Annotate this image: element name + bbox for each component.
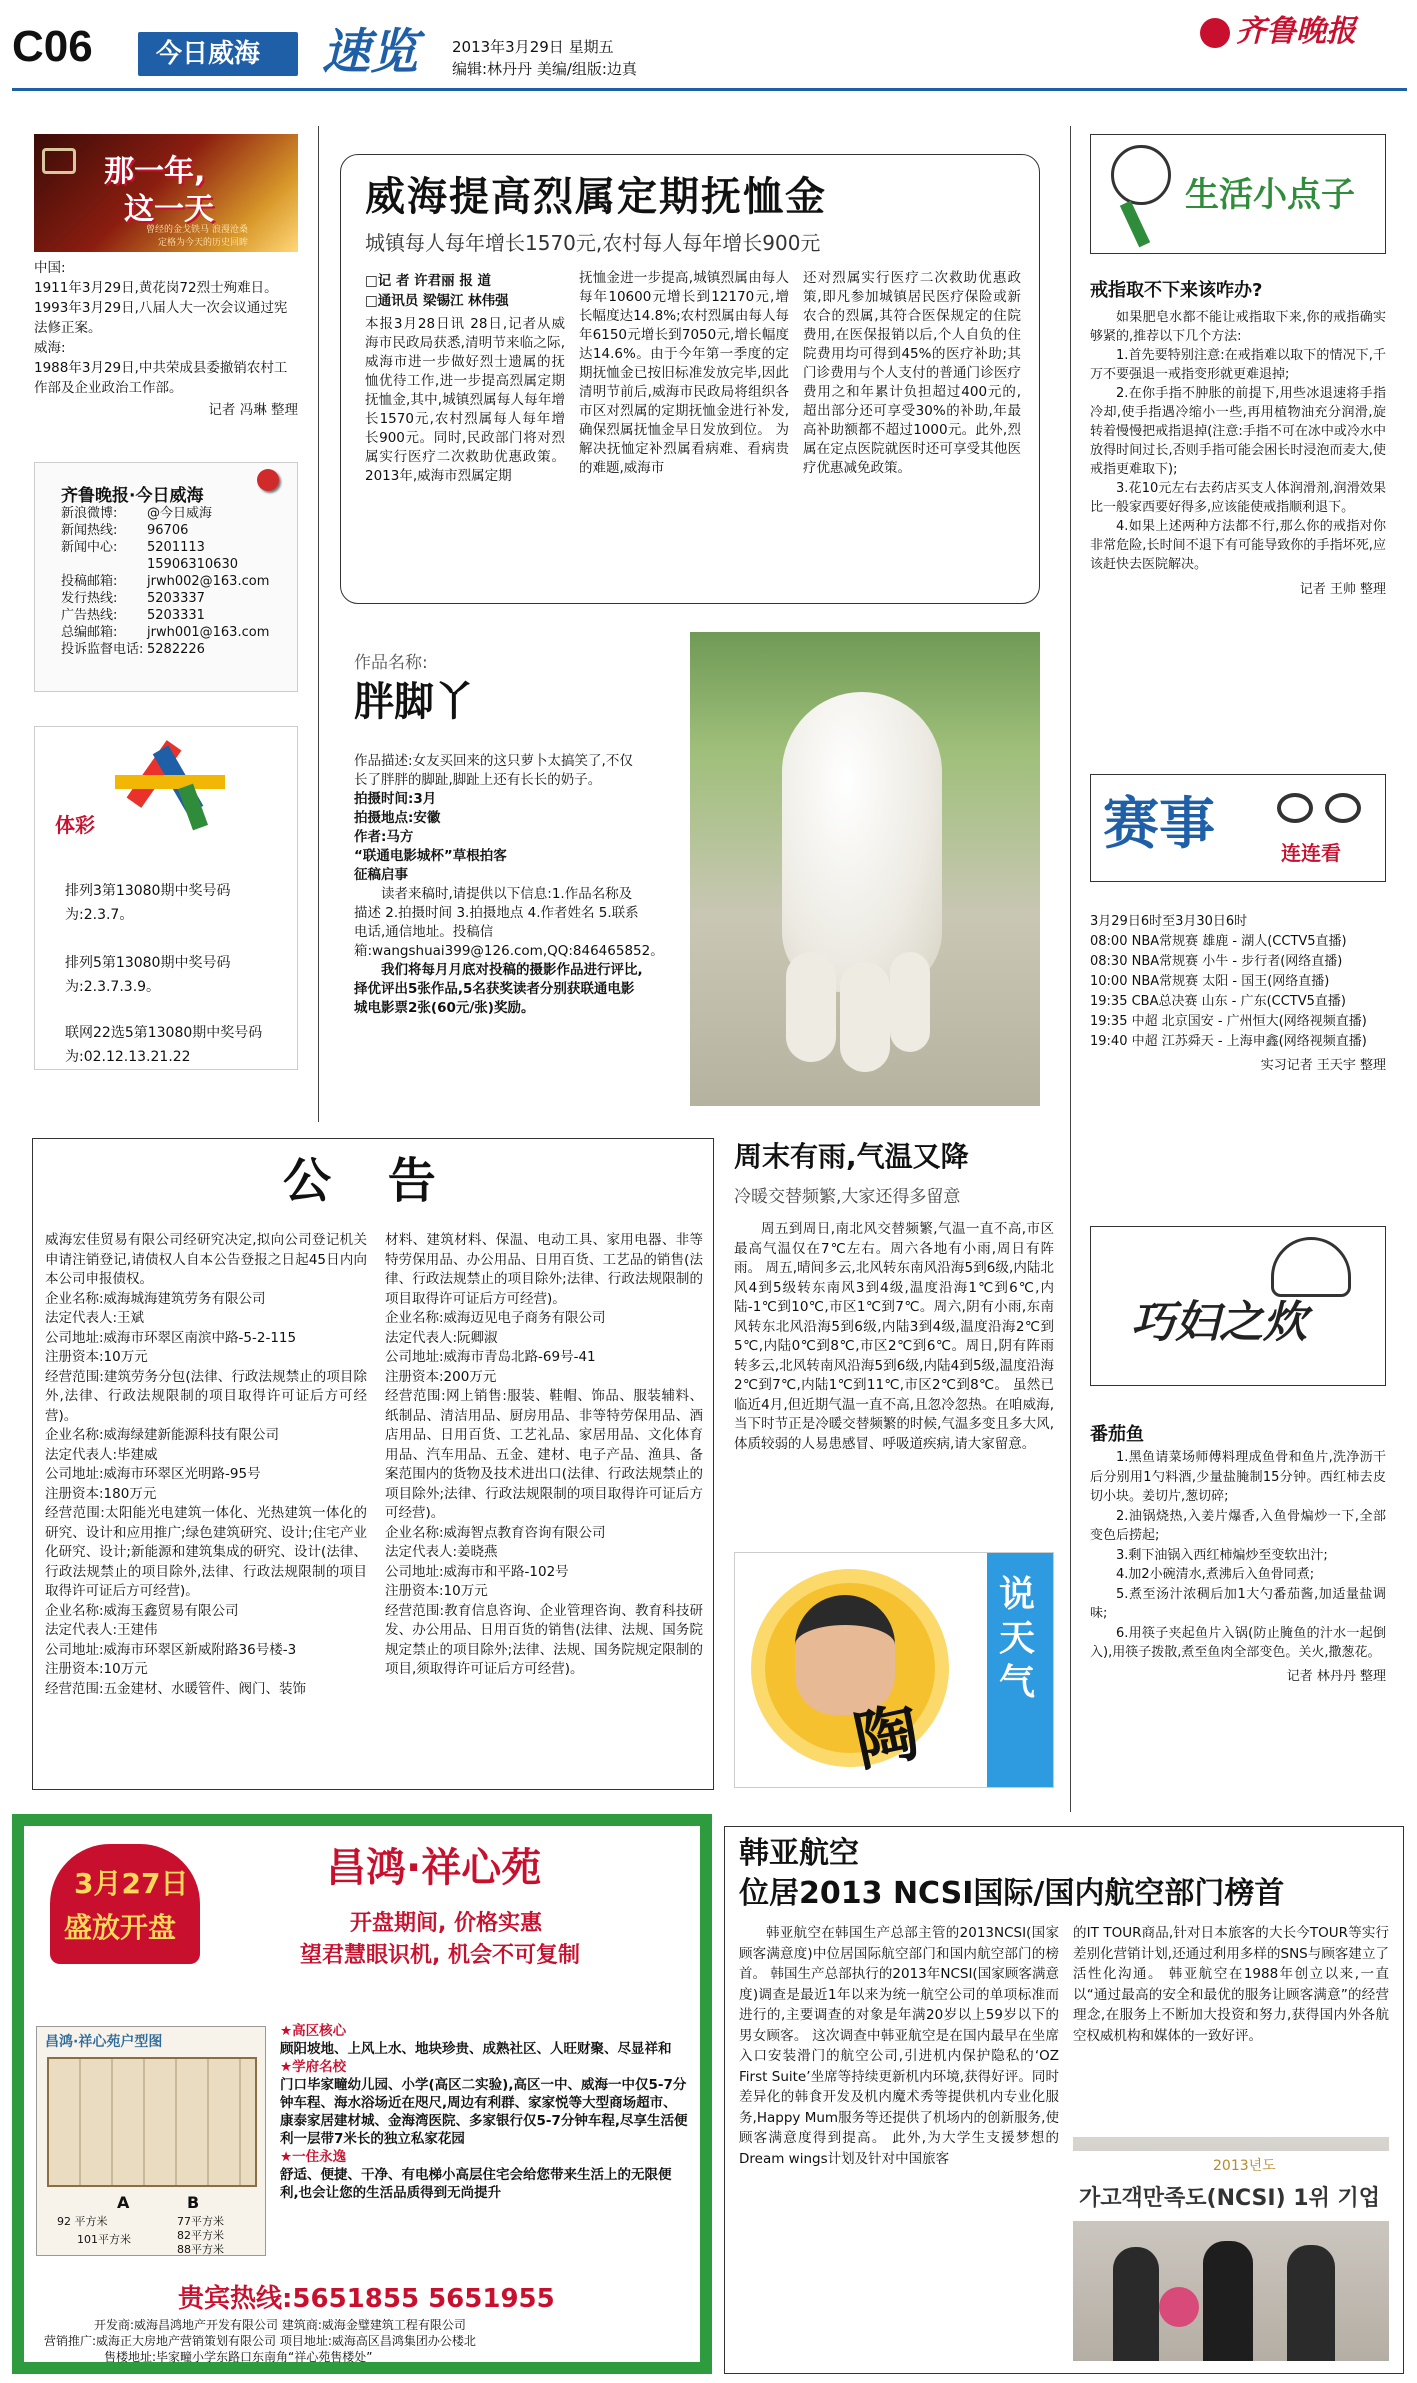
airline-title2: 位居2013 NCSI国际/国内航空部门榜首 xyxy=(739,1876,1285,1911)
contact-row: 新闻中心: 5201113 xyxy=(61,540,205,555)
announce-box xyxy=(32,1138,714,1790)
ad-slogan1: 开盘期间, 价格实惠 xyxy=(350,1911,543,1936)
pencil-icon xyxy=(1120,201,1150,248)
sports-reporter: 实习记者 王天宇 整理 xyxy=(1260,1058,1386,1073)
tips-header-title: 生活小点子 xyxy=(1185,175,1355,215)
ad-developer: 开发商:威海昌鸿地产开发有限公司 建筑商:威海金璧建筑工程有限公司 xyxy=(94,2318,466,2332)
contact-row: 新浪微博: @今日威海 xyxy=(61,506,213,521)
contact-row: 总编邮箱: jrwh001@163.com xyxy=(61,625,270,640)
main-article-col1: 本报3月28日讯 28日,记者从威海市民政局获悉,清明节来临之际,威海市进一步做好烈士遗属的抚恤优待工作,进一步提高烈属定期抚恤金,其中,城镇烈属每人每年增长1570元,农村烈属每人每年增长900元。同时,民政部门将对烈属实行医疗二次救助优惠政策。 2013年,威海市烈属定期 xyxy=(365,316,565,484)
sports-line: 08:00 NBA常规赛 雄鹿 - 湖人(CCTV5直播) xyxy=(1090,934,1347,949)
airline-photo xyxy=(1073,2137,1389,2361)
photo-work-title: 胖脚丫 xyxy=(354,679,474,725)
forecaster-name: 陶 xyxy=(848,1695,926,1781)
recipe-step: 4.加2小碗清水,煮沸后入鱼骨同煮; xyxy=(1116,1567,1315,1582)
history-banner-line1: 那一年, xyxy=(104,154,206,189)
tips-step: 2.在你手指不肿胀的前提下,用些冰退速将手指冷却,使手指遇冷缩小一些,再用植物油充分润滑,旋转着慢慢把戒指退掉(注意:手指不可在冰中或冷水中放得时间过长,否则手指可能会困长时浸泡而麦大,使戒指更难取下); xyxy=(1090,386,1386,477)
photo-work-desc: 作品描述:女友买回来的这只萝卜太搞笑了,不仅长了胖胖的脚趾,脚趾上还有长长的奶子。 xyxy=(354,753,633,788)
person-figure xyxy=(1287,2245,1335,2361)
floor-plan xyxy=(36,2026,266,2256)
weather-badge-label: 说天气 xyxy=(999,1574,1036,1703)
girl-icon xyxy=(1111,145,1171,205)
unit-size: 101平方米 xyxy=(77,2233,131,2246)
history-banner-small2: 定格为今天的历史回眸 xyxy=(158,238,249,248)
photo-banner-year: 2013년도 xyxy=(1213,2158,1276,2174)
weather-title: 周末有雨,气温又降 xyxy=(734,1140,969,1173)
ad-sale: 售楼地址:毕家疃小学东路口东南角“祥心苑售楼处” xyxy=(104,2350,373,2364)
recipe-reporter: 记者 林丹丹 整理 xyxy=(1286,1668,1386,1684)
recipe-header-title: 巧妇之炊 xyxy=(1131,1297,1307,1348)
ad-slogan2: 望君慧眼识机, 机会不可复制 xyxy=(300,1943,581,1968)
weather-body: 周五到周日,南北风交替频繁,气温一直不高,市区最高气温仅在7℃左右。周六各地有小雨,周日有阵雨。 周五,晴间多云,北风转东南风沿海5到6级,内陆北风4到5级转东南风3到4级,温度沿海1℃到6℃,内陆-1℃到10℃,市区1℃到7℃。周六,阴有小雨,东南风转东北风沿海5到6级,内陆3到4级,温度沿海2℃到5℃,内陆0℃到8℃,市区2℃到6℃。周日,阴有阵雨转多云,北风转南风沿海5到6级,内陆4到5级,温度沿海2℃到7℃,内陆1℃到11℃,市区2℃到8℃。 虽然已临近4月,但近期气温一直不高,且忽冷忽热。在咱威海,当下时节正是冷暖交替频繁的时候,气温多变且多大风,体质较弱的人易患感冒、呼吸道疾病,请大家留意。 xyxy=(734,1221,1054,1452)
announce-col2: 材料、建筑材料、保温、电动工具、家用电器、非等特劳保用品、办公用品、日用百货、工艺品的销售(法律、行政法规禁止的项目除外;法律、行政法规限制的项目取得许可证后方可经营)。 企业名称:威海迈见电子商务有限公司 法定代表人:阮卿淑 公司地址:威海市青岛北路-69号-41 注册资本:200万元 经营范围:网上销售:服装、鞋帽、饰品、服装辅料、纸制品、清洁用品、厨房用品、非等特劳保用品、酒店用品、日用百货、工艺礼品、家居用品、文化体育用品、汽车用品、五金、建材、电子产品、渔具、备案范围内的货物及技术进出口(法律、行政法规禁止的项目除外;法律、行政法规限制的项目取得许可证后方可经营)。 企业名称:威海智点教育咨询有限公司 法定代表人:姜晓燕 公司地址:威海市和平路-102号 注册资本:10万元 经营范围:教育信息咨询、企业管理咨询、教育科技研发、办公用品、日用百货的销售(法律、法规、国务院规定禁止的项目除外;法律、法规、国务院规定限制的项目,须取得许可证后方可经营)。 xyxy=(385,1232,703,1677)
sports-header-sub: 连连看 xyxy=(1281,841,1341,865)
announce-title: 公 告 xyxy=(283,1153,456,1209)
recipe-title: 番茄鱼 xyxy=(1090,1424,1144,1445)
real-estate-ad xyxy=(12,1814,712,2374)
history-reporter: 记者 冯琳 整理 xyxy=(208,402,298,418)
sports-line: 19:40 中超 江苏舜天 - 上海申鑫(网络视频直播) xyxy=(1090,1034,1367,1049)
byline: □记 者 许君丽 报 道 xyxy=(365,273,492,289)
weather-subtitle: 冷暖交替频繁,大家还得多留意 xyxy=(734,1187,961,1207)
tips-reporter: 记者 王帅 整理 xyxy=(1299,582,1386,597)
ad-agent: 营销推广:威海正大房地产营销策划有限公司 项目地址:威海高区昌鸿集团办公楼北 xyxy=(44,2334,476,2348)
unit-a: A xyxy=(117,2193,130,2212)
ad-date: 3月27日 xyxy=(74,1867,189,1900)
photo-work-author: 作者:马方 xyxy=(354,829,414,845)
photo-work-notice: 读者来稿时,请提供以下信息:1.作品名称及描述 2.拍摄时间 3.拍摄地点 4.作者姓名 5.联系电话,通信地址。投稿信箱:wangshuai399@126.com,QQ:846465852。 xyxy=(354,886,664,959)
photo-work-place: 拍摄地点:安徽 xyxy=(354,810,441,826)
ad-feature-head: ★高区核心 xyxy=(280,2023,347,2039)
unit-b: B xyxy=(187,2193,200,2212)
ad-feature-text: 门口毕家疃幼儿园、小学(高区二实验),高区一中、威海一中仅5-7分钟车程、海水浴场近在咫尺,周边有利群、家家悦等大型商场超市、康泰家居建材城、金海湾医院、多家银行仅5-7分钟车程,尽享生活便利一层带7米长的独立私家花园 xyxy=(280,2077,688,2147)
ad-feature-text: 舒适、便捷、干净、有电梯小高层住宅会给您带来生活上的无限便利,也会让您的生活品质得到无尚提升 xyxy=(280,2167,672,2201)
history-banner xyxy=(34,134,298,252)
airline-title1: 韩亚航空 xyxy=(739,1836,859,1871)
sports-line: 10:00 NBA常规赛 太阳 - 国王(网络直播) xyxy=(1090,974,1330,989)
lottery-line: 排列3第13080期中奖号码为:2.3.7。 xyxy=(65,883,231,923)
photo-banner-caption: 가고객만족도(NCSI) 1위 기업 xyxy=(1079,2186,1381,2211)
sports-header-title: 赛事 xyxy=(1103,792,1215,857)
contact-row: 15906310630 xyxy=(147,557,238,572)
tips-header xyxy=(1090,134,1386,254)
page-number: C06 xyxy=(12,22,93,71)
unit-size: 77平方米 xyxy=(177,2215,224,2228)
sports-line: 3月29日6时至3月30日6时 xyxy=(1090,914,1248,929)
contact-row: 广告热线: 5203331 xyxy=(61,608,205,623)
history-line: 1993年3月29日,八届人大一次会议通过宪法修正案。 xyxy=(34,300,288,336)
history-text xyxy=(34,258,298,420)
sports-list xyxy=(1090,912,1386,1076)
lottery-logo-icon xyxy=(85,739,255,827)
airline-col2: 的IT TOUR商品,针对日本旅客的大长今TOUR等实行差别化营销计划,还通过利用多样的SNS与顾客建立了活性化沟通。 韩亚航空在1988年创立以来,一直以“通过最高的安全和最优的服务让顾客满意”的经营理念,在服务上不断加大投资和努力,获得国内外各航空权威机构和媒体的一致好评。 xyxy=(1073,1925,1389,2044)
person-figure xyxy=(1203,2241,1253,2361)
main-article-col3: 还对烈属实行医疗二次救助优惠政策,即凡参加城镇居民医疗保险或新农合的烈属,其符合医保规定的住院费用,在医保报销以后,个人自负的住院费用均可得到45%的医疗补助;其门诊费用与个人支付的普通门诊医疗费用之和年累计负担超过400元的,超出部分还可享受30%的补助,年最高补助额都不超过1000元。此外,烈属在定点医院就医时还可享受其他医疗优惠减免政策。 xyxy=(803,270,1021,476)
contact-row: 投稿邮箱: jrwh002@163.com xyxy=(61,574,270,589)
floor-plan-title: 昌鸿·祥心苑户型图 xyxy=(45,2034,163,2050)
recipe-step: 6.用筷子夹起鱼片入锅(防止腌鱼的汁水一起倒入),用筷子拨散,煮至鱼肉全部变色。关火,撒葱花。 xyxy=(1090,1625,1386,1660)
column-logo: 速览 xyxy=(322,24,419,80)
main-article-box xyxy=(340,154,1040,604)
ad-brand: 昌鸿·祥心苑 xyxy=(326,1845,542,1891)
tips-body xyxy=(1090,308,1386,599)
photo-work-contest2: 征稿启事 xyxy=(354,867,408,883)
photo-work-text xyxy=(354,752,664,1018)
tips-title: 戒指取不下来该咋办? xyxy=(1090,280,1263,301)
lottery-line: 联网22选5第13080期中奖号码为:02.12.13.21.22 xyxy=(65,1025,263,1065)
ad-feature-head: ★一住永逸 xyxy=(280,2149,347,2165)
brand-emblem-icon xyxy=(1200,18,1230,48)
photo-work-reward: 我们将每月月底对投稿的摄影作品进行评比,择优评出5张作品,5名获奖读者分别获联通电影城电影票2张(60元/张)奖励。 xyxy=(354,962,643,1016)
unit-size: 82平方米 xyxy=(177,2229,224,2242)
tips-step: 4.如果上述两种方法都不行,那么你的戒指对你非常危险,长时间不退下有可能导致你的手指坏死,应该赶快去医院解决。 xyxy=(1090,519,1386,572)
weather-badge xyxy=(734,1552,1054,1788)
photo-work-contest: “联通电影城杯”草根拍客 xyxy=(354,848,507,864)
sports-line: 19:35 CBA总决赛 山东 - 广东(CCTV5直播) xyxy=(1090,994,1346,1009)
history-line: 1988年3月29日,中共荣成县委撤销农村工作部及企业政治工作部。 xyxy=(34,360,288,396)
photo-work-label: 作品名称: xyxy=(354,653,428,673)
contact-row: 新闻热线: 96706 xyxy=(61,523,189,538)
recipe-step: 5.煮至汤汁浓稠后加1大勺番茄酱,加适量盐调味; xyxy=(1090,1586,1386,1621)
issue-date: 2013年3月29日 星期五 xyxy=(452,38,614,56)
contact-rows xyxy=(61,505,291,658)
byline: □通讯员 梁锡江 林伟强 xyxy=(365,293,509,309)
recipe-step: 3.剩下油锅入西红柿煸炒至变软出汁; xyxy=(1116,1547,1328,1563)
recipe-header xyxy=(1090,1226,1386,1386)
history-line: 中国: xyxy=(34,260,66,276)
chef-hat-icon xyxy=(1271,1237,1351,1297)
ad-hotline: 贵宾热线:5651855 5651955 xyxy=(178,2284,555,2314)
col-divider xyxy=(1070,126,1071,1812)
brand-name: 齐鲁晚报 xyxy=(1236,14,1356,49)
tips-step: 3.花10元左右去药店买支人体润滑剂,润滑效果比一般家西要好得多,应该能使戒指顺利退下。 xyxy=(1090,481,1386,515)
sports-header xyxy=(1090,774,1386,882)
contact-row: 投诉监督电话: 5282226 xyxy=(61,642,205,657)
airline-col1: 韩亚航空在韩国生产总部主管的2013NCSI(国家顾客满意度)中位居国际航空部门和国内航空部门的榜首。 韩国生产总部执行的2013年NCSI(国家顾客满意度)调查是最近1年以来为统一航空公司的单项标准而进行的,主要调查的对象是年满20岁以上59岁以下的男女顾客。 这次调查中韩亚航空是在国内最早在坐席入口安装滑门的航空公司,引进机内保护隐私的‘OZ First Suite’坐席等持续更新机内环境,获得好评。同时差异化的韩食开发及机内魔术秀等提供机内专业化服务,Happy Mum服务等还提供了机场内的创新服务,使顾客满意度得到提高。 此外,为大学生支援梦想的Dream wings计划及针对中国旅客 xyxy=(739,1925,1059,2167)
tips-step: 1.首先要特别注意:在戒指难以取下的情况下,千万不要强退一戒指变形就更难退掉; xyxy=(1090,348,1386,382)
contact-card xyxy=(34,462,298,692)
lottery-box xyxy=(34,726,298,1070)
sports-line: 08:30 NBA常规赛 小牛 - 步行者(网络直播) xyxy=(1090,954,1343,969)
unit-size: 88平方米 xyxy=(177,2243,224,2256)
ad-open: 盛放开盘 xyxy=(64,1911,177,1944)
forecaster-avatar xyxy=(795,1595,895,1715)
main-article-subtitle: 城镇每人每年增长1570元,农村每人每年增长900元 xyxy=(365,231,821,255)
ad-feature-head: ★学府名校 xyxy=(280,2059,347,2075)
header-rule xyxy=(12,88,1407,91)
contact-row: 发行热线: 5203337 xyxy=(61,591,205,606)
radish-body-icon xyxy=(782,692,942,992)
brand-logo xyxy=(1200,12,1400,56)
tips-intro: 如果肥皂水都不能让戒指取下来,你的戒指确实够紧的,推荐以下几个方法: xyxy=(1090,310,1386,344)
pushpin-icon xyxy=(257,469,279,491)
editors: 编辑:林丹丹 美编/组版:边真 xyxy=(452,60,637,78)
ad-features xyxy=(280,2022,690,2202)
history-banner-line2: 这一天 xyxy=(124,192,214,227)
flower-bouquet-icon xyxy=(1159,2287,1199,2327)
camera-icon xyxy=(42,148,76,174)
announce-col1: 威海宏佳贸易有限公司经研究决定,拟向公司登记机关申请注销登记,请债权人自本公告登报之日起45日内向本公司申报债权。 企业名称:威海城海建筑劳务有限公司 法定代表人:王斌 公司地址:威海市环翠区南滨中路-5-2-115 注册资本:10万元 经营范围:建筑劳务分包(法律、行政法规禁止的项目除外,法律、行政法规限制的项目取得许可证后方可经营)。 企业名称:威海绿建新能源科技有限公司 法定代表人:毕建威 公司地址:威海市环翠区光明路-95号 注册资本:180万元 经营范围:太阳能光电建筑一体化、光热建筑一体化的研究、设计和应用推广;绿色建筑研究、设计;住宅产业化研究、设计;新能源和建筑集成的研究、设计(法律、行政法规禁止的项目除外,法律、行政法规限制的项目取得许可证后方可经营)。 企业名称:威海玉鑫贸易有限公司 法定代表人:王建伟 公司地址:威海市环翠区新威附路36号楼-3 注册资本:10万元 经营范围:五金建材、水暖管件、阀门、装饰 xyxy=(45,1232,367,1697)
recipe-steps xyxy=(1090,1448,1386,1686)
history-line: 威海: xyxy=(34,340,66,356)
main-article-title: 威海提高烈属定期抚恤金 xyxy=(365,174,827,220)
recipe-step: 2.油锅烧热,入姜片爆香,入鱼骨煸炒一下,全部变色后捞起; xyxy=(1090,1508,1386,1543)
lottery-label: 体彩 xyxy=(55,813,95,837)
unit-size: 92 平方米 xyxy=(57,2215,108,2228)
history-banner-small1: 曾经的金戈铁马 浪漫沧桑 xyxy=(146,225,248,235)
history-line: 1911年3月29日,黄花岗72烈士殉难日。 xyxy=(34,280,278,296)
recipe-step: 1.黑鱼请菜场师傅料理成鱼骨和鱼片,洗净沥干后分别用1勺料酒,少量盐腌制15分钟。西红柿去皮切小块。姜切片,葱切碎; xyxy=(1090,1450,1386,1504)
photo-work-time: 拍摄时间:3月 xyxy=(354,791,437,807)
ad-feature-text: 顾阳坡地、上风上水、地块珍贵、成熟社区、人旺财聚、尽显祥和 xyxy=(280,2041,672,2057)
airline-box xyxy=(724,1826,1404,2374)
floor-plan-drawing xyxy=(47,2057,257,2187)
sports-line: 19:35 中超 北京国安 - 广州恒大(网络视频直播) xyxy=(1090,1014,1367,1029)
radish-photo xyxy=(690,632,1040,1106)
main-article-col2: 抚恤金进一步提高,城镇烈属由每人每年10600元增长到12170元,增长幅度达14.8%;农村烈属由每人每年6150元增长到7050元,增长幅度达14.6%。由于今年第一季度的定期抚恤金已按旧标准发放完毕,因此清明节前后,威海市民政局将组织各市区对烈属的定期抚恤金进行补发,确保烈属抚恤金早日发放到位。 为解决抚恤定补烈属看病难、看病贵的难题,威海市 xyxy=(579,270,789,476)
page-header xyxy=(0,0,1417,88)
glasses-icon xyxy=(1277,793,1367,827)
person-figure xyxy=(1113,2247,1159,2361)
contact-title: 齐鲁晚报·今日威海 xyxy=(61,486,204,506)
lottery-line: 排列5第13080期中奖号码为:2.3.7.3.9。 xyxy=(65,955,231,995)
col-divider xyxy=(318,126,319,1122)
section-title: 今日威海 xyxy=(156,39,261,69)
